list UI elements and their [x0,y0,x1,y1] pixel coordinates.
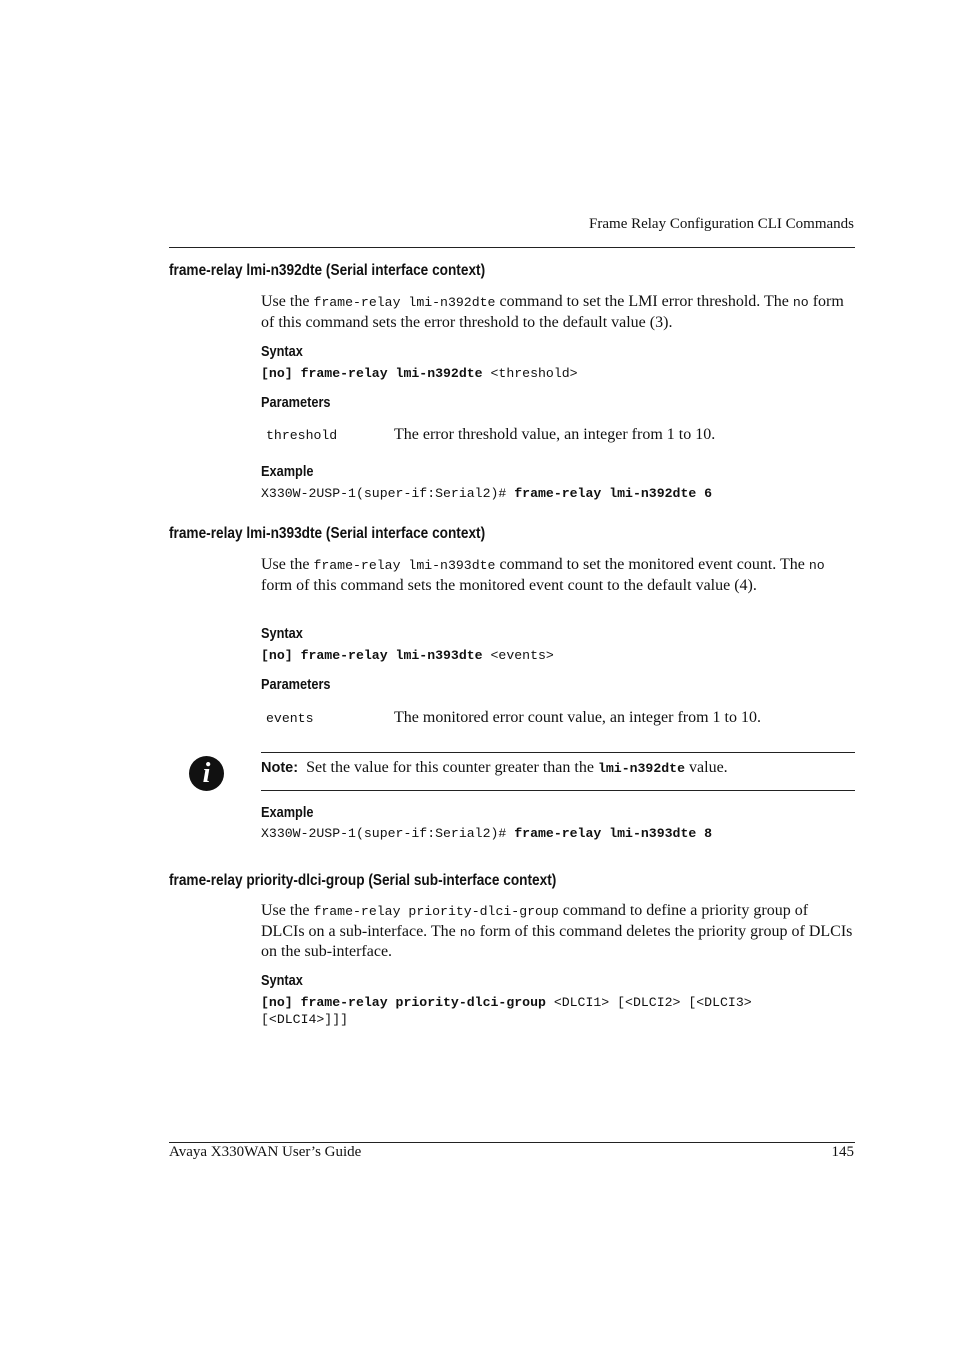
example-line [261,486,712,501]
syntax-line-continued: [<DLCI4>]]] [261,1012,349,1027]
header-rule [169,247,855,248]
example-command: frame-relay lmi-n392dte 6 [514,486,713,501]
desc-text: form of this command sets the error threshold to the default value (3). [261,293,844,331]
syntax-heading: Syntax [261,344,303,360]
desc-command: frame-relay priority-dlci-group [313,904,559,919]
running-header: Frame Relay Configuration CLI Commands [589,216,854,232]
note-bottom-rule [261,790,855,791]
syntax-args: <DLCI1> [<DLCI2> [<DLCI3> [545,995,752,1010]
section2-description [261,555,855,595]
syntax-line [261,648,554,663]
desc-no-keyword: no [792,295,809,310]
desc-text: form of this command deletes the priority group of DLCIs on the sub-interface. [261,922,853,960]
page-number: 145 [831,1144,854,1160]
note-label: Note: [261,760,299,776]
param-desc-threshold: The error threshold value, an integer from 1 to 10. [394,426,716,443]
desc-command: frame-relay lmi-n392dte [313,295,496,310]
desc-text: command to set the monitored event count. The [495,556,809,573]
parameters-heading: Parameters [261,395,331,411]
example-prompt: X330W-2USP-1(super-if:Serial2)# [261,826,515,841]
desc-text: Use the [261,556,314,573]
example-line [261,826,712,841]
syntax-command: [no] frame-relay lmi-n393dte [261,648,483,663]
desc-no-keyword: no [808,558,825,573]
parameters-heading: Parameters [261,677,331,693]
section-title-priority-dlci-group: frame-relay priority-dlci-group (Serial sub-interface context) [169,872,557,889]
section1-description [261,292,855,332]
example-prompt: X330W-2USP-1(super-if:Serial2)# [261,486,515,501]
desc-text: command to define a priority group of DLCIs on a sub-interface. The [261,902,809,940]
param-desc-events: The monitored error count value, an integer from 1 to 10. [394,709,761,726]
example-heading: Example [261,464,314,480]
section-title-lmi-n392dte: frame-relay lmi-n392dte (Serial interface context) [169,262,486,279]
info-icon: i [189,756,224,791]
desc-text: form of this command sets the monitored event count to the default value (4). [261,576,757,594]
syntax-args: <threshold> [482,366,578,381]
section3-description [261,901,855,962]
example-heading: Example [261,805,314,821]
section-title-lmi-n393dte: frame-relay lmi-n393dte (Serial interface context) [169,525,486,542]
syntax-line [261,366,578,381]
note-top-rule [261,752,855,753]
syntax-heading: Syntax [261,973,303,989]
param-name-events: events [266,711,314,726]
desc-text: Use the [261,293,314,310]
param-name-threshold: threshold [266,428,338,443]
example-command: frame-relay lmi-n393dte 8 [514,826,713,841]
footer-rule [169,1142,855,1143]
desc-no-keyword: no [459,924,476,940]
footer-guide-title: Avaya X330WAN User’s Guide [169,1144,362,1160]
desc-command: frame-relay lmi-n393dte [313,558,496,573]
note [261,759,728,777]
desc-text: command to set the LMI error threshold. The [495,293,793,310]
syntax-heading: Syntax [261,626,303,642]
note-command: lmi-n392dte [597,761,686,776]
syntax-args: <events> [482,648,554,663]
syntax-command: [no] frame-relay priority-dlci-group [261,995,546,1010]
desc-text: Use the [261,902,314,919]
syntax-line [261,995,752,1010]
note-text: Set the value for this counter greater than the [306,759,598,776]
note-text: value. [685,759,728,776]
syntax-command: [no] frame-relay lmi-n392dte [261,366,483,381]
